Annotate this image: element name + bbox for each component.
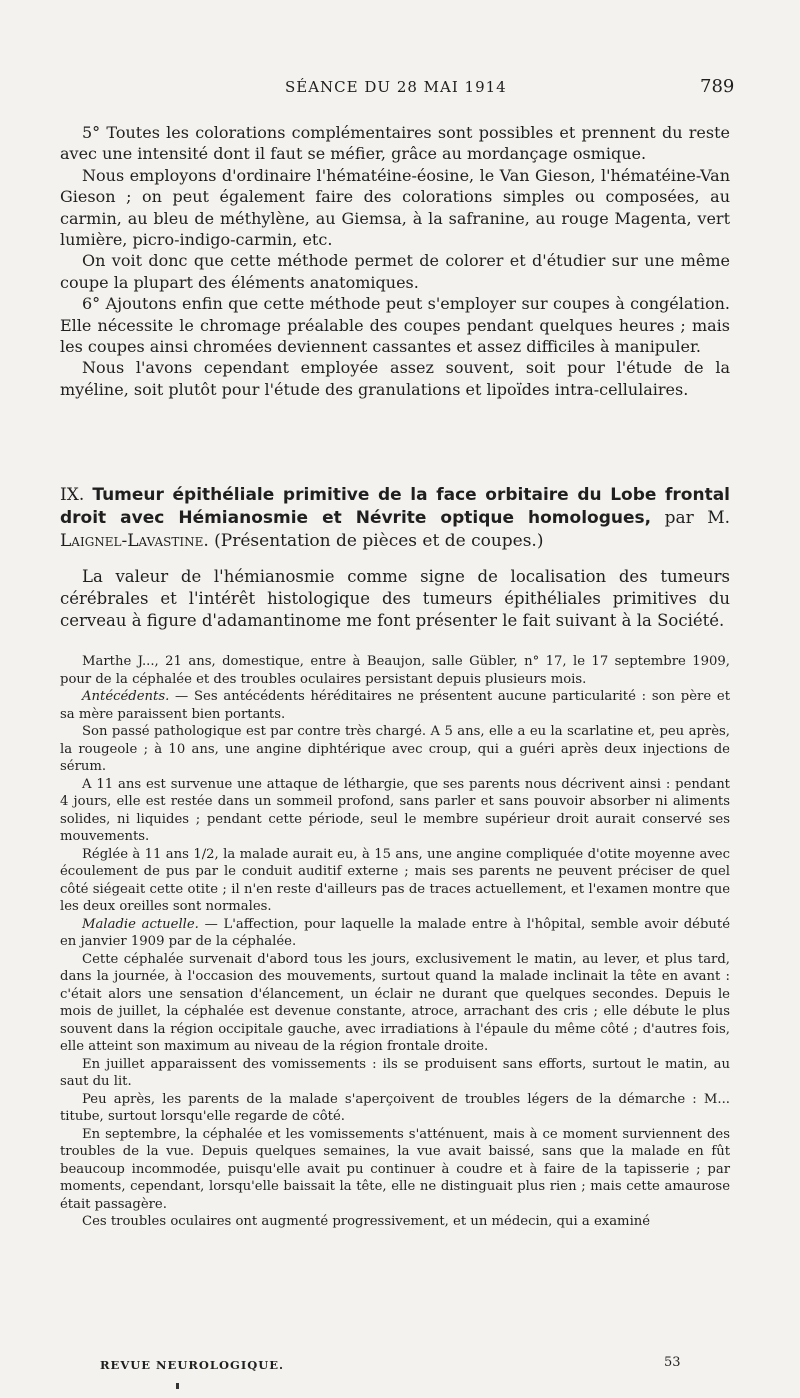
case-paragraph [60, 1126, 730, 1214]
case-text: Cette céphalée survenait d'abord tous les jours, exclusivement le matin, au lever, et plus tard, dans la journée, à l'occasion des mouvements, surtout quand la malade inclinait la tête en avant : c'était alors une sensation d'élancement, un éclair ne durant que quelques secondes. Depuis le mois de juillet, la céphalée est devenue constante, atroce, arrachant des cris ; elle débute le plus souvent dans la région occipitale gauche, avec irradiations à l'épaule du même côté ; d'autres fois, elle atteint son maximum au niveau de la région frontale droite. [60, 951, 730, 1054]
paragraph: On voit donc que cette méthode permet de colorer et d'étudier sur une même coupe la plupart des éléments anatomiques. [60, 251, 730, 292]
journal-name: REVUE NEUROLOGIQUE. [100, 1358, 285, 1372]
case-paragraph [60, 653, 730, 688]
case-text: — L'affection, pour laquelle la malade entre à l'hôpital, semble avoir débuté en janvier 1909 par de la céphalée. [60, 916, 730, 949]
section-title: Tumeur épithéliale primitive de la face orbitaire du Lobe frontal droit avec Hémianosmie et Névrite optique homologues, [60, 485, 731, 528]
case-text: En juillet apparaissent des vomissements : ils se produisent sans efforts, surtout le matin, au saut du lit. [60, 1056, 730, 1089]
paragraph: 6° Ajoutons enfin que cette méthode peut s'employer sur coupes à congélation. Elle nécessite le chromage préalable des coupes pendant quelques heures ; mais les coupes ainsi chromées deviennent cassantes et assez difficiles à manipuler. [60, 294, 730, 357]
paragraph: 5° Toutes les colorations complémentaires sont possibles et prennent du reste avec une intensité dont il faut se méfier, grâce au mordançage osmique. [60, 123, 730, 164]
page-number: 789 [700, 76, 735, 97]
case-label: Antécédents. [82, 689, 170, 704]
case-paragraph [60, 688, 730, 723]
case-paragraph [60, 916, 730, 951]
case-paragraph [60, 1091, 730, 1126]
case-paragraph [60, 723, 730, 776]
running-head: SÉANCE DU 28 MAI 1914 [285, 78, 507, 96]
paragraph: Nous employons d'ordinaire l'hématéine-éosine, le Van Gieson, l'hématéine-Van Gieson ; on peut également faire des colorations simples ou composées, au carmin, au bleu de méthylène, au Giemsa, à la safranine, au rouge Magenta, vert lumière, picro-indigo-carmin, etc. [60, 165, 730, 250]
case-text: Son passé pathologique est par contre très chargé. A 5 ans, elle a eu la scarlatine et, peu après, la rougeole ; à 10 ans, une angine diphtérique avec croup, qui a guéri après deux injections de sérum. [60, 724, 730, 774]
case-text: Ces troubles oculaires ont augmenté progressivement, et un médecin, qui a examiné [82, 1214, 651, 1229]
paragraph: Nous l'avons cependant employée assez souvent, soit pour l'étude de la myéline, soit plutôt pour l'étude des granulations et lipoïdes intra-cellulaires. [60, 358, 730, 399]
case-paragraph [60, 1056, 730, 1091]
case-paragraph [60, 951, 730, 1056]
case-paragraph [60, 776, 730, 846]
top-paragraphs [60, 122, 730, 400]
case-paragraph [60, 1213, 730, 1231]
section-note: (Présentation de pièces et de coupes.) [214, 531, 544, 551]
section-number: IX. [60, 485, 85, 505]
case-paragraph [60, 846, 730, 916]
case-label: Maladie actuelle. [82, 916, 199, 932]
case-text: Marthe J..., 21 ans, domestique, entre à Beaujon, salle Gübler, n° 17, le 17 septembre 1909, pour de la céphalée et des troubles oculaires persistant depuis plusieurs mois. [60, 654, 730, 687]
ink-dot [176, 1383, 179, 1389]
signature-mark: 53 [664, 1355, 681, 1370]
case-text: En septembre, la céphalée et les vomissements s'atténuent, mais à ce moment surviennent des troubles de la vue. Depuis quelques semaines, la vue avait baissé, sans que la malade en fût beaucoup incommodée, puisqu'elle avait pu continuer à coudre et à faire de la tapisserie ; par moments, cependant, lorsqu'elle baissait la tête, elle ne distinguait plus rien ; mais cette amaurose était passagère. [60, 1126, 730, 1212]
case-text: Peu après, les parents de la malade s'aperçoivent de troubles légers de la démarche : M... titube, surtout lorsqu'elle regarde de côté. [60, 1091, 730, 1124]
case-report [60, 653, 730, 1231]
case-text: A 11 ans est survenue une attaque de léthargie, que ses parents nous décrivent ainsi : pendant 4 jours, elle est restée dans un sommeil profond, sans parler et sans pouvoir absorber ni aliments solides, ni liquides ; pendant cette période, seul le membre supérieur droit aurait conservé ses mouvements. [60, 776, 730, 844]
intro-paragraph: La valeur de l'hémianosmie comme signe de localisation des tumeurs cérébrales et l'intérêt histologique des tumeurs épithéliales primitives du cerveau à figure d'adamantinome me font présenter le fait suivant à la Société. [60, 567, 730, 630]
intro [60, 566, 730, 632]
section-heading [60, 484, 730, 553]
case-text: — Ses antécédents héréditaires ne présentent aucune particularité : son père et sa mère paraissent bien portants. [60, 689, 730, 722]
section-author: Laignel-Lavastine. [60, 531, 209, 551]
case-text: Réglée à 11 ans 1/2, la malade aurait eu, à 15 ans, une angine compliquée d'otite moyenne avec écoulement de pus par le conduit auditif externe ; mais ses parents ne peuvent préciser de quel côté siégeait cette otite ; il n'en reste d'ailleurs pas de traces actuellement, et l'examen montre que les deux oreilles sont normales. [60, 846, 730, 914]
section-by: par M. [664, 508, 731, 528]
